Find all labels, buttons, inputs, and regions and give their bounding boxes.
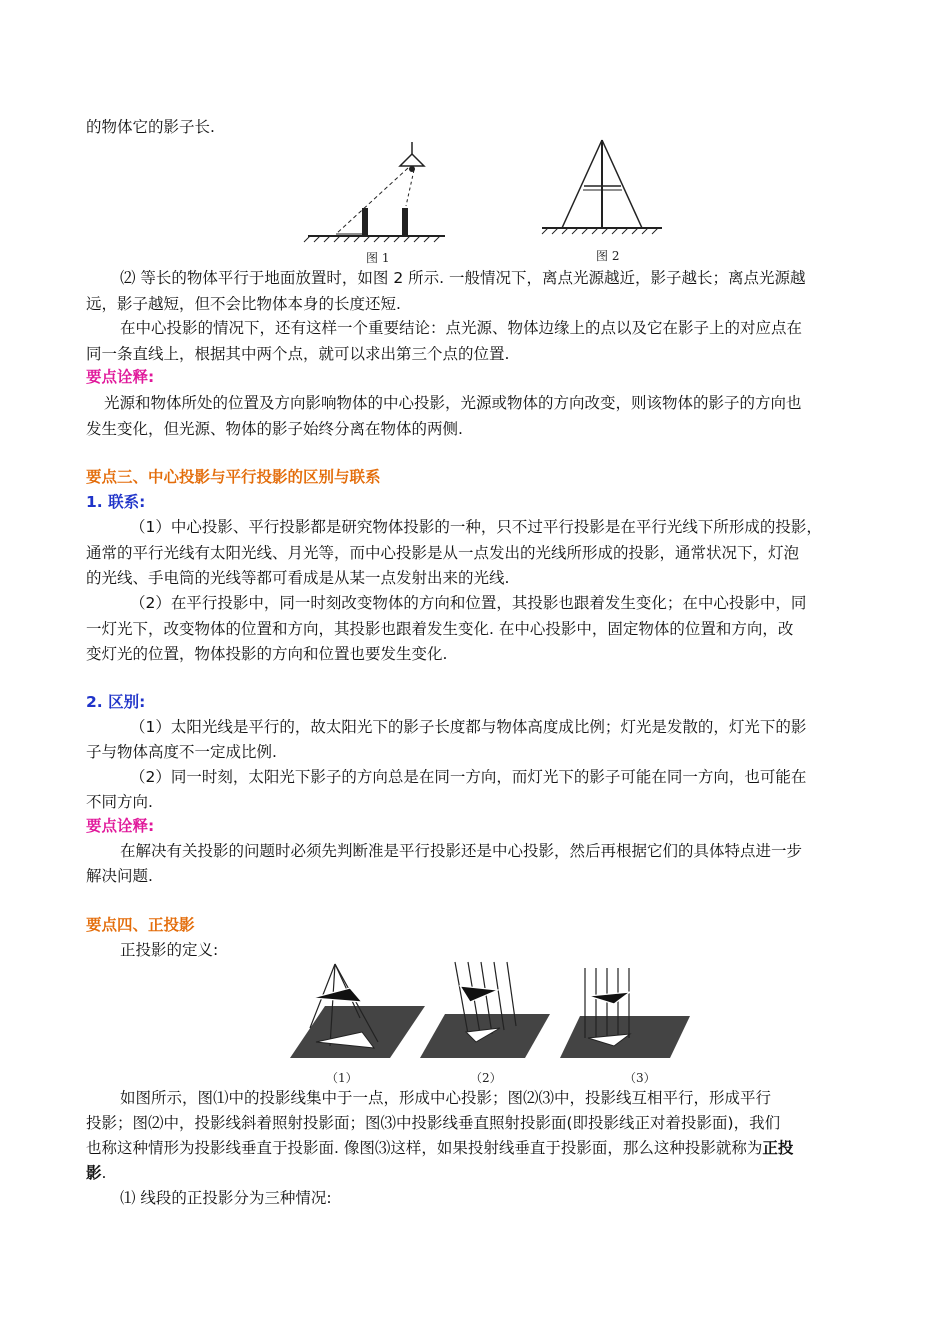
section3-note-title: 要点诠释:: [86, 817, 155, 835]
s3-b-line2: 一灯光下，改变物体的位置和方向，其投影也跟着发生变化. 在中心投影中，固定物体的位置和方向，改: [86, 620, 794, 638]
note1-title: 要点诠释:: [86, 368, 155, 386]
section3-sub2: 2. 区别:: [86, 693, 146, 711]
s3-c-line1: （1）太阳光线是平行的，故太阳光下的影子长度都与物体高度成比例；灯光是发散的，灯光下的影: [130, 718, 807, 736]
s4-f-line1: ⑴ 线段的正投影分为三种情况:: [120, 1189, 332, 1207]
projection-caption-2: （2）: [470, 1071, 502, 1085]
s3-note-line1: 在解决有关投影的问题时必须先判断准是平行投影还是中心投影，然后再根据它们的具体特点进一步: [120, 842, 803, 860]
s4-e-line4-period: .: [101, 1164, 107, 1182]
s3-d-line2: 不同方向.: [86, 793, 153, 811]
projection-caption-1: （1）: [326, 1071, 358, 1085]
figure-2-lamp-shadow: [542, 140, 662, 263]
term-orthographic-part2: 影: [86, 1164, 102, 1182]
section3-sub1: 1. 联系:: [86, 493, 146, 511]
s3-c-line2: 子与物体高度不一定成比例.: [86, 743, 277, 761]
top-line: 的物体它的影子长.: [86, 118, 215, 136]
s3-a-line1: （1）中心投影、平行投影都是研究物体投影的一种，只不过平行投影是在平行光线下所形成的投影，: [130, 518, 822, 536]
s4-e-line1: 如图所示，图⑴中的投影线集中于一点，形成中心投影；图⑵⑶中，投影线互相平行，形成平行: [120, 1089, 772, 1107]
s4-e-line4: [86, 1163, 106, 1183]
p2-line2: 同一条直线上，根据其中两个点，就可以求出第三个点的位置.: [86, 345, 510, 363]
section4-title: 要点四、正投影: [86, 916, 195, 934]
note1-line2: 发生变化，但光源、物体的影子始终分离在物体的两侧.: [86, 420, 463, 438]
section3-title: 要点三、中心投影与平行投影的区别与联系: [86, 468, 381, 486]
s4-e-line3-text: 也称这种情形为投影线垂直于投影面. 像图⑶这样，如果投射线垂直于投影面，那么这种投影就称为: [86, 1139, 763, 1157]
figure-1-caption: 图 1: [366, 251, 390, 265]
shadow-figures: [300, 136, 670, 268]
p1-line2: 远，影子越短，但不会比物体本身的长度还短.: [86, 295, 401, 313]
figure-1-lamp-shadow: [304, 142, 445, 265]
figure-2-caption: 图 2: [596, 249, 620, 263]
s3-a-line3: 的光线、手电筒的光线等都可看成是从某一点发射出来的光线.: [86, 569, 510, 587]
s3-a-line2: 通常的平行光线有太阳光线、月光等，而中心投影是从一点发出的光线所形成的投影，通常状况下，灯泡: [86, 544, 800, 562]
projection-caption-3: （3）: [624, 1071, 656, 1085]
projection-figure-3: [560, 968, 690, 1085]
s3-b-line1: （2）在平行投影中，同一时刻改变物体的方向和位置，其投影也跟着发生变化；在中心投影中，同: [130, 594, 807, 612]
note1-line1: 光源和物体所处的位置及方向影响物体的中心投影，光源或物体的方向改变，则该物体的影子的方向也: [104, 394, 802, 412]
s3-b-line3: 变灯光的位置，物体投影的方向和位置也要发生变化.: [86, 645, 448, 663]
s3-d-line1: （2）同一时刻，太阳光下影子的方向总是在同一方向，而灯光下的影子可能在同一方向，也可能在: [130, 768, 807, 786]
projection-figure-2: [420, 962, 550, 1085]
p1-line1: ⑵ 等长的物体平行于地面放置时，如图 2 所示. 一般情况下，离点光源越近，影子越长；离点光源越: [120, 269, 806, 287]
s3-note-line2: 解决问题.: [86, 867, 153, 885]
section4-def: 正投影的定义:: [120, 941, 219, 959]
projection-figures: [270, 958, 700, 1088]
projection-figure-1: [290, 964, 425, 1085]
term-orthographic-part1: 正投: [762, 1139, 794, 1157]
p2-line1: 在中心投影的情况下，还有这样一个重要结论：点光源、物体边缘上的点以及它在影子上的对应点在: [120, 319, 803, 337]
s4-e-line2: 投影；图⑵中，投影线斜着照射投影面；图⑶中投影线垂直照射投影面(即投影线正对着投影面)，我们: [86, 1114, 781, 1132]
s4-e-line3: [86, 1138, 793, 1158]
